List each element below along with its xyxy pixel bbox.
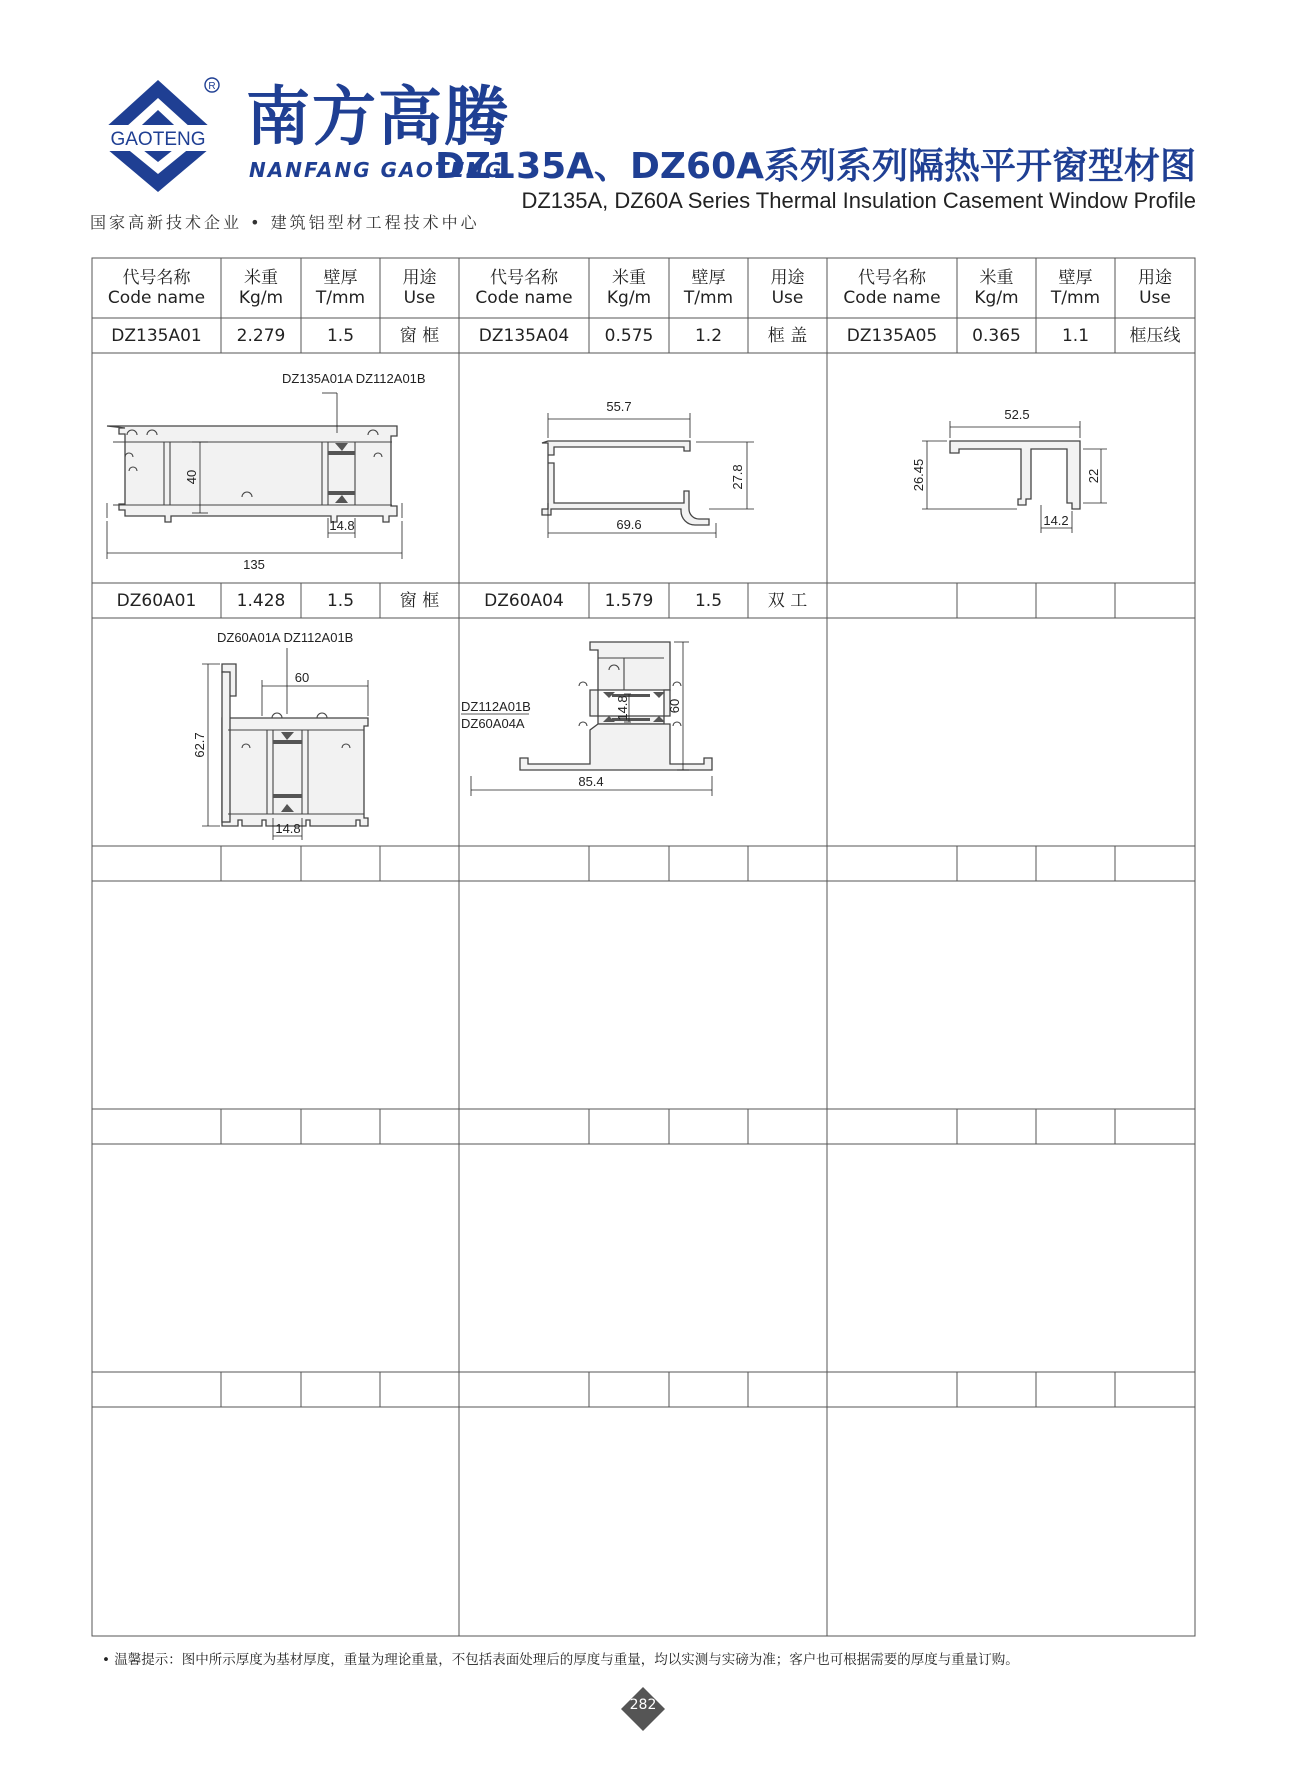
page-title-cn: DZ135A、DZ60A系列系列隔热平开窗型材图 (435, 146, 1196, 187)
cell-code: DZ135A04 (478, 325, 570, 346)
cell-weight: 0.365 (972, 325, 1021, 346)
dim-width: 60 (294, 670, 310, 685)
part-labels: DZ60A01A DZ112A01B (217, 630, 354, 645)
header-thickness: 壁厚 T/mm (683, 268, 734, 308)
header-code-name: 代号名称 Code name (107, 268, 206, 308)
cell-thickness: 1.5 (326, 325, 355, 346)
profile-drawing-dz60a01 (92, 618, 459, 846)
dim-right: 22 (1086, 468, 1101, 484)
company-tagline: 国家高新技术企业 • 建筑铝型材工程技术中心 (90, 213, 480, 232)
dim-bottom: 69.6 (616, 517, 642, 532)
dim-height: 27.8 (730, 464, 745, 490)
dim-bottom: 14.2 (1043, 513, 1069, 528)
page-number: 282 (629, 1697, 657, 1713)
cell-thickness: 1.2 (694, 325, 723, 346)
dim-strip: 14.8 (329, 518, 355, 533)
cell-code: DZ60A01 (116, 590, 197, 611)
header-use: 用途 Use (402, 268, 437, 308)
header-thickness: 壁厚 T/mm (1050, 268, 1101, 308)
header-weight: 米重 Kg/m (238, 268, 284, 308)
part-label-2: DZ60A04A (461, 716, 525, 731)
cell-use: 窗 框 (399, 590, 440, 611)
dim-height: 40 (184, 469, 199, 485)
cell-code: DZ135A05 (846, 325, 938, 346)
cell-code: DZ60A04 (484, 590, 564, 611)
cell-weight: 1.579 (604, 590, 654, 611)
dim-height: 60 (667, 698, 682, 714)
part-label-1: DZ112A01B (461, 699, 531, 714)
brand-name-cn: 南方高腾 (246, 81, 510, 155)
profile-drawing-dz135a04 (459, 353, 827, 583)
dim-top: 55.7 (606, 399, 632, 414)
profile-drawing-dz135a05 (827, 353, 1195, 583)
logo-text: GAOTENG (110, 129, 206, 150)
cell-weight: 0.575 (604, 325, 654, 346)
dim-strip: 14.8 (275, 821, 301, 836)
cell-weight: 1.428 (236, 590, 286, 611)
brand-name-en: NANFANG GAOTENG (249, 158, 504, 182)
header-use: 用途 Use (770, 268, 805, 308)
cell-use: 双 工 (767, 590, 808, 611)
dim-width: 85.4 (578, 774, 604, 789)
cell-code: DZ135A01 (111, 325, 202, 346)
part-labels: DZ135A01A DZ112A01B (282, 371, 426, 386)
dim-width: 135 (243, 557, 265, 572)
header-weight: 米重 Kg/m (606, 268, 652, 308)
cell-use: 窗 框 (399, 325, 440, 346)
cell-thickness: 1.5 (694, 590, 723, 611)
dim-left: 26.45 (911, 458, 926, 492)
cell-use: 框 盖 (767, 325, 808, 346)
cell-weight: 2.279 (236, 325, 286, 346)
header-thickness: 壁厚 T/mm (315, 268, 366, 308)
header-use: 用途 Use (1138, 268, 1172, 308)
profile-drawing-dz60a04 (459, 618, 827, 846)
cell-thickness: 1.1 (1061, 325, 1090, 346)
profile-drawing-dz135a01 (92, 353, 459, 583)
svg-text:R: R (208, 81, 216, 92)
dim-top: 52.5 (1004, 407, 1030, 422)
footnote: • 温馨提示：图中所示厚度为基材厚度，重量为理论重量，不包括表面处理后的厚度与重量，均以实测与实磅为准；客户也可根据需要的厚度与重量订购。 (102, 1652, 1019, 1668)
header-weight: 米重 Kg/m (974, 268, 1019, 308)
page-title-en: DZ135A, DZ60A Series Thermal Insulation Casement Window Profile (521, 188, 1196, 213)
cell-thickness: 1.5 (326, 590, 355, 611)
dim-height: 62.7 (192, 732, 207, 758)
cell-use: 框压线 (1129, 325, 1181, 346)
dim-strip: 14.8 (615, 695, 630, 721)
header-code-name: 代号名称 Code name (843, 268, 941, 308)
header-code-name: 代号名称 Code name (475, 268, 573, 308)
